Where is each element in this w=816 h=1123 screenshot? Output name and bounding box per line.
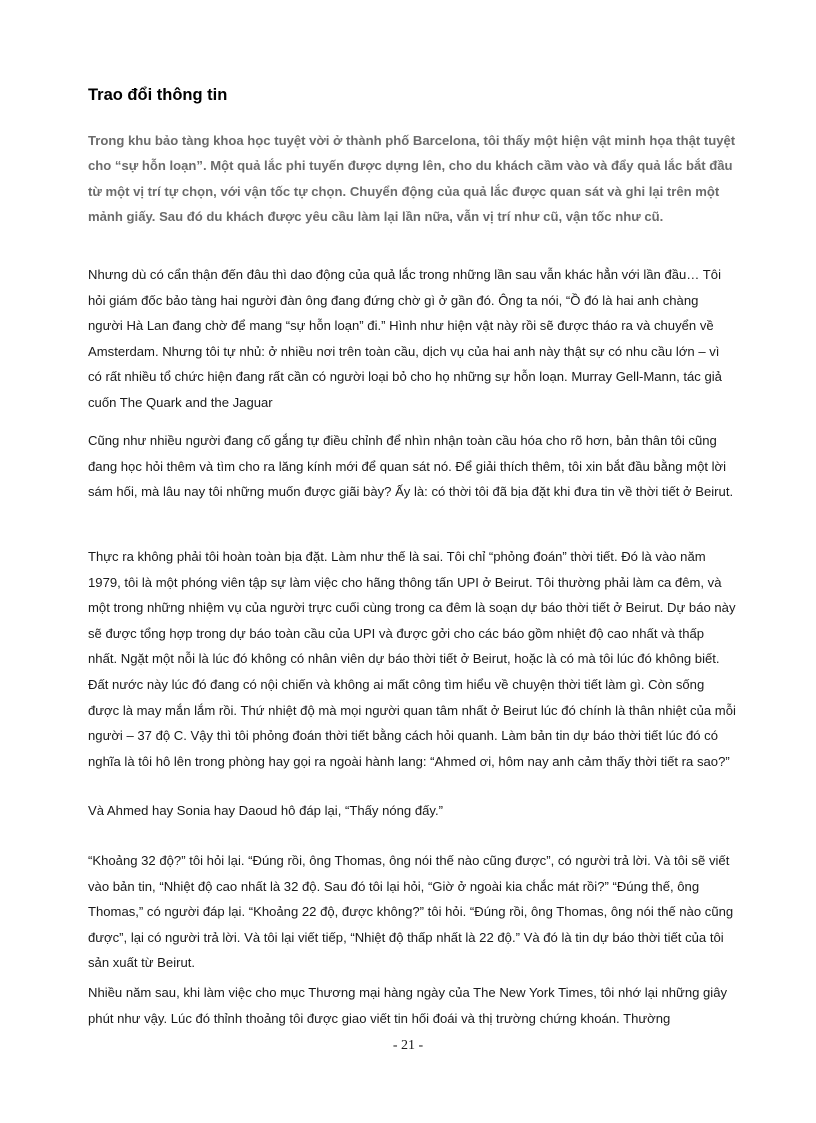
intro-paragraph: Trong khu bảo tàng khoa học tuyệt vời ở thành phố Barcelona, tôi thấy một hiện vật minh họa thật tuyệt cho “sự hỗn loạn”. Một quả lắc phi tuyến được dựng lên, cho du khách cầm vào và đẩy quả lắc bắt đầu từ một vị trí tự chọn, với vận tốc tự chọn. Chuyển động của quả lắc được quan sát và ghi lại trên một mảnh giấy. Sau đó du khách được yêu cầu làm lại lần nữa, vẫn vị trí như cũ, vận tốc như cũ. <box>88 133 736 225</box>
body-paragraph: Nhưng dù có cẩn thận đến đâu thì dao động của quả lắc trong những lần sau vẫn khác hẳn với lần đầu… Tôi hỏi giám đốc bảo tàng hai người đàn ông đang đứng chờ gì ở gần đó. Ông ta nói, “Ồ đó là hai anh chàng người Hà Lan đang chờ để mang “sự hỗn loạn” đi.” Hình như hiện vật này rồi sẽ được tháo ra và chuyển về Amsterdam. Nhưng tôi tự nhủ: ở nhiều nơi trên toàn cầu, dịch vụ của hai anh này thật sự có nhu cầu lớn – vì có rất nhiều tổ chức hiện đang rất cần có người loại bỏ cho họ những sự hỗn loạn. Murray Gell-Mann, tác giả cuốn The Quark and the Jaguar <box>88 267 722 410</box>
body-paragraph: “Khoảng 32 độ?” tôi hỏi lại. “Đúng rồi, ông Thomas, ông nói thế nào cũng được”, có người trả lời. Và tôi sẽ viết vào bản tin, “Nhiệt độ cao nhất là 32 độ. Sau đó tôi lại hỏi, “Giờ ở ngoài kia chắc mát rồi?” “Đúng thế, ông Thomas,” có người đáp lại. “Khoảng 22 độ, được không?” tôi hỏi. “Đúng rồi, ông Thomas, ông nói thế nào cũng được”, lại có người trả lời. Và tôi lại viết tiếp, “Nhiệt độ thấp nhất là 22 độ.” Và đó là tin dự báo thời tiết của tôi sản xuất từ Beirut. <box>88 853 734 971</box>
page-number: - 21 - <box>392 1038 424 1053</box>
body-paragraph: Thực ra không phải tôi hoàn toàn bịa đặt. Làm như thế là sai. Tôi chỉ “phỏng đoán” thời tiết. Đó là vào năm 1979, tôi là một phóng viên tập sự làm việc cho hãng thông tấn UPI ở Beirut. Tôi thường phải làm ca đêm, và một trong những nhiệm vụ của người trực cuối cùng trong ca đêm là soạn dự báo thời tiết ở Beirut. Dự báo này sẽ được tổng hợp trong dự báo toàn cầu của UPI và được gởi cho các báo gồm nhiệt độ cao nhất và thấp nhất. Ngặt một nỗi là lúc đó không có nhân viên dự báo thời tiết ở Beirut, hoặc là có mà tôi lúc đó không biết. Đất nước này lúc đó đang có nội chiến và không ai mất công tìm hiểu về chuyện thời tiết làm gì. Còn sống được là may mắn lắm rồi. Thứ nhiệt độ mà mọi người quan tâm nhất ở Beirut lúc đó chính là thân nhiệt của mỗi người – 37 độ C. Vậy thì tôi phỏng đoán thời tiết bằng cách hỏi quanh. Làm bản tin dự báo thời tiết lúc đó có nghĩa là tôi hô lên trong phòng hay gọi ra ngoài hành lang: “Ahmed ơi, hôm nay anh cảm thấy thời tiết ra sao?” <box>88 549 736 769</box>
body-paragraph: Nhiều năm sau, khi làm việc cho mục Thương mại hàng ngày của The New York Times, tôi nhớ lại những giây phút như vậy. Lúc đó thỉnh thoảng tôi được giao viết tin hối đoái và thị trường chứng khoán. Thường <box>88 985 728 1026</box>
section-heading: Trao đổi thông tin <box>88 86 228 104</box>
body-paragraph: Cũng như nhiều người đang cố gắng tự điều chỉnh để nhìn nhận toàn cầu hóa cho rõ hơn, bản thân tôi cũng đang học hỏi thêm và tìm cho ra lăng kính mới để quan sát nó. Để giải thích thêm, tôi xin bắt đầu bằng một lời sám hối, mà lâu nay tôi những muốn được giãi bày? Ấy là: có thời tôi đã bịa đặt khi đưa tin về thời tiết ở Beirut. <box>88 433 734 500</box>
body-paragraph: Và Ahmed hay Sonia hay Daoud hô đáp lại, “Thấy nóng đấy.” <box>88 803 443 818</box>
